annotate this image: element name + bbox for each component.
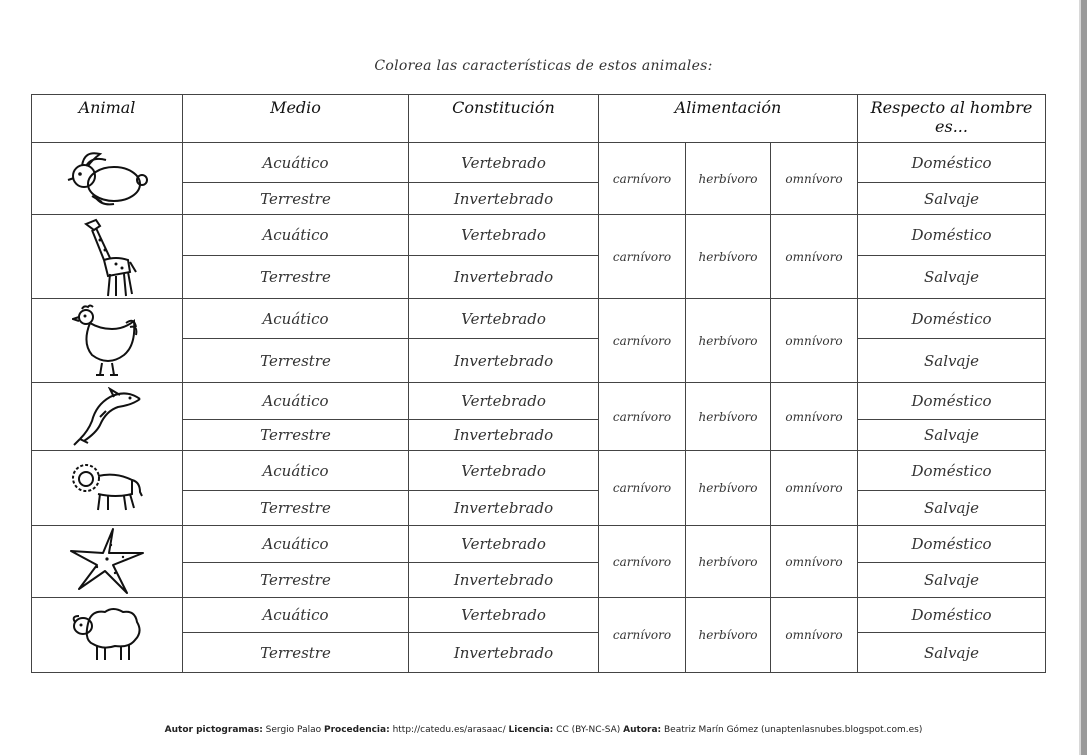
footer-credits [0,725,1087,735]
option-acuatico[interactable]: Acuático [183,526,409,563]
footer-label-source: Procedencia: [323,725,390,735]
animal-row [32,598,1046,633]
animal-row [32,451,1046,491]
option-carnivoro[interactable]: carnívoro [599,215,686,299]
option-carnivoro[interactable]: carnívoro [599,598,686,673]
option-invertebrado[interactable]: Invertebrado [409,563,599,598]
option-vertebrado[interactable]: Vertebrado [409,215,599,256]
option-vertebrado[interactable]: Vertebrado [409,598,599,633]
option-terrestre[interactable]: Terrestre [183,491,409,526]
page-edge-shadow [1081,0,1087,755]
option-vertebrado[interactable]: Vertebrado [409,451,599,491]
option-omnivoro[interactable]: omnívoro [771,451,858,526]
option-invertebrado[interactable]: Invertebrado [409,491,599,526]
header-medio: Medio [183,95,409,143]
animal-characteristics-table [31,94,1046,673]
option-terrestre[interactable]: Terrestre [183,633,409,673]
animal-row-second [32,339,1046,383]
animal-row-second [32,183,1046,215]
option-carnivoro[interactable]: carnívoro [599,526,686,598]
option-carnivoro[interactable]: carnívoro [599,299,686,383]
option-herbivoro[interactable]: herbívoro [686,215,771,299]
option-herbivoro[interactable]: herbívoro [686,383,771,451]
option-salvaje[interactable]: Salvaje [858,633,1046,673]
footer-authoress: Beatriz Marín Gómez (unaptenlasnubes.blogspot.com.es) [664,725,923,735]
option-salvaje[interactable]: Salvaje [858,339,1046,383]
option-terrestre[interactable]: Terrestre [183,183,409,215]
footer-author: Sergio Palao [265,725,322,735]
animal-row [32,383,1046,420]
header-row [32,95,1046,143]
option-domestico[interactable]: Doméstico [858,299,1046,339]
rabbit-icon [32,146,182,212]
animal-row [32,143,1046,183]
option-herbivoro[interactable]: herbívoro [686,451,771,526]
option-terrestre[interactable]: Terrestre [183,339,409,383]
worksheet-title: Colorea las características de estos animales: [374,58,713,74]
animal-picture-cell [32,451,183,526]
animal-picture-cell [32,143,183,215]
animal-row-second [32,420,1046,451]
option-domestico[interactable]: Doméstico [858,598,1046,633]
option-salvaje[interactable]: Salvaje [858,563,1046,598]
dolphin-icon [32,387,182,447]
option-herbivoro[interactable]: herbívoro [686,299,771,383]
option-acuatico[interactable]: Acuático [183,383,409,420]
option-acuatico[interactable]: Acuático [183,451,409,491]
animal-row-second [32,256,1046,299]
footer-label-author: Autor pictogramas: [164,725,263,735]
option-invertebrado[interactable]: Invertebrado [409,633,599,673]
animal-row-second [32,563,1046,598]
animal-picture-cell [32,383,183,451]
footer-label-authoress: Autora: [623,725,662,735]
option-invertebrado[interactable]: Invertebrado [409,183,599,215]
animal-row [32,299,1046,339]
option-acuatico[interactable]: Acuático [183,299,409,339]
option-terrestre[interactable]: Terrestre [183,256,409,299]
option-terrestre[interactable]: Terrestre [183,563,409,598]
footer-label-license: Licencia: [508,725,554,735]
option-domestico[interactable]: Doméstico [858,526,1046,563]
option-invertebrado[interactable]: Invertebrado [409,256,599,299]
option-omnivoro[interactable]: omnívoro [771,143,858,215]
option-domestico[interactable]: Doméstico [858,451,1046,491]
giraffe-icon [32,216,182,298]
animal-row [32,215,1046,256]
option-omnivoro[interactable]: omnívoro [771,299,858,383]
option-omnivoro[interactable]: omnívoro [771,598,858,673]
option-vertebrado[interactable]: Vertebrado [409,383,599,420]
page-edge-line [1079,0,1081,755]
animal-picture-cell [32,299,183,383]
animal-row-second [32,633,1046,673]
header-respecto: Respecto al hombre es... [858,95,1046,143]
option-domestico[interactable]: Doméstico [858,383,1046,420]
option-salvaje[interactable]: Salvaje [858,183,1046,215]
option-acuatico[interactable]: Acuático [183,143,409,183]
option-invertebrado[interactable]: Invertebrado [409,339,599,383]
option-omnivoro[interactable]: omnívoro [771,526,858,598]
option-invertebrado[interactable]: Invertebrado [409,420,599,451]
animal-picture-cell [32,215,183,299]
option-herbivoro[interactable]: herbívoro [686,526,771,598]
option-herbivoro[interactable]: herbívoro [686,598,771,673]
animal-row-second [32,491,1046,526]
starfish-icon [32,527,182,597]
option-carnivoro[interactable]: carnívoro [599,451,686,526]
option-domestico[interactable]: Doméstico [858,215,1046,256]
option-vertebrado[interactable]: Vertebrado [409,143,599,183]
footer-license: CC (BY-NC-SA) [556,725,621,735]
option-salvaje[interactable]: Salvaje [858,256,1046,299]
lion-icon [32,462,182,514]
option-omnivoro[interactable]: omnívoro [771,383,858,451]
option-salvaje[interactable]: Salvaje [858,491,1046,526]
option-carnivoro[interactable]: carnívoro [599,383,686,451]
header-constitucion: Constitución [409,95,599,143]
header-alimentacion: Alimentación [599,95,858,143]
option-acuatico[interactable]: Acuático [183,215,409,256]
option-salvaje[interactable]: Salvaje [858,420,1046,451]
sheep-icon [32,606,182,664]
option-domestico[interactable]: Doméstico [858,143,1046,183]
option-herbivoro[interactable]: herbívoro [686,143,771,215]
footer-source: http://catedu.es/arasaac/ [392,725,506,735]
option-acuatico[interactable]: Acuático [183,598,409,633]
animal-picture-cell [32,598,183,673]
option-omnivoro[interactable]: omnívoro [771,215,858,299]
header-animal: Animal [32,95,183,143]
animal-row [32,526,1046,563]
option-carnivoro[interactable]: carnívoro [599,143,686,215]
hen-icon [32,303,182,379]
animal-picture-cell [32,526,183,598]
option-vertebrado[interactable]: Vertebrado [409,299,599,339]
option-vertebrado[interactable]: Vertebrado [409,526,599,563]
option-terrestre[interactable]: Terrestre [183,420,409,451]
